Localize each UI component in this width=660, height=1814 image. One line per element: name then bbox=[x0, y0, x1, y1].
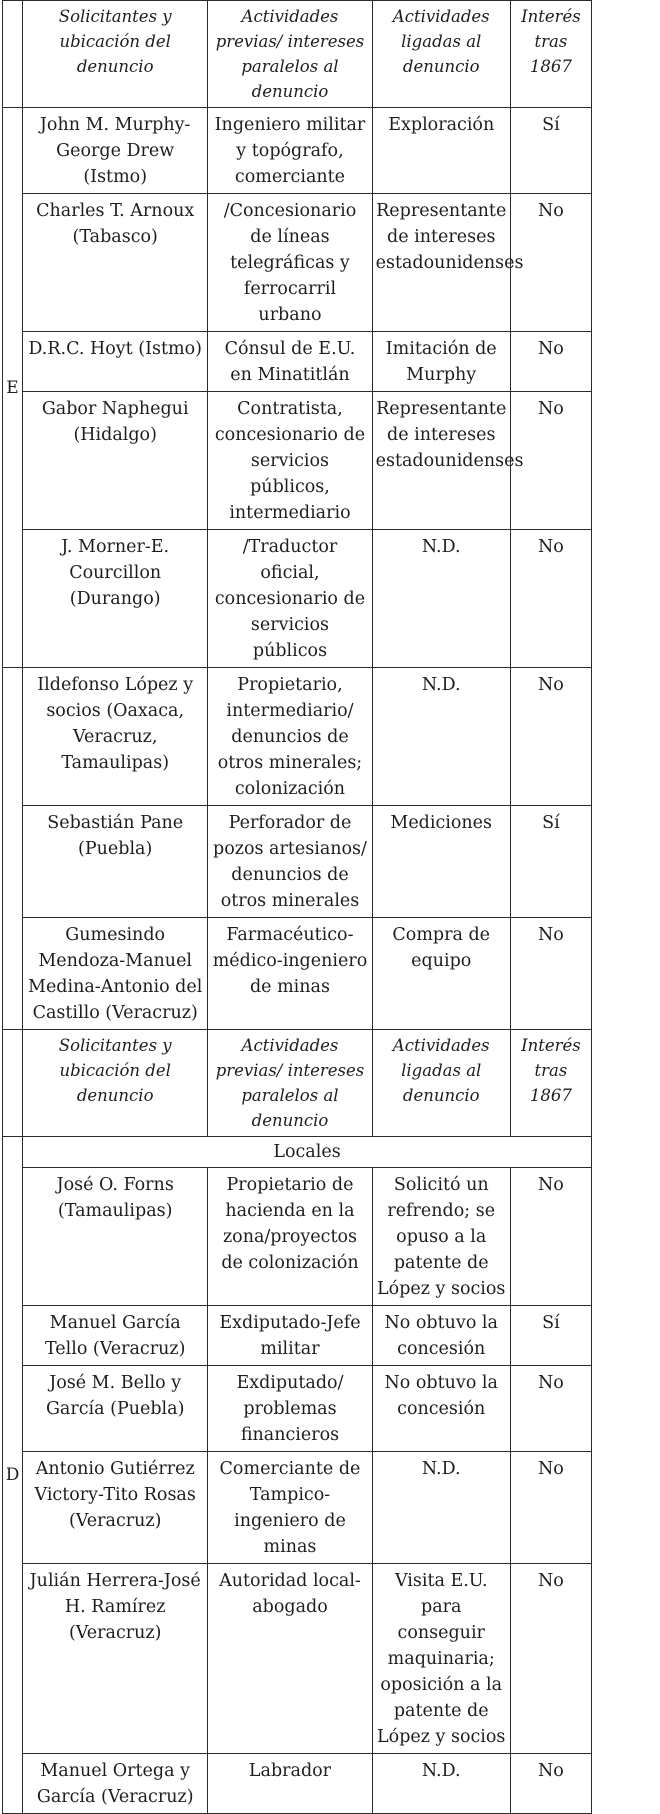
interest-cell: No bbox=[510, 1452, 591, 1564]
applicant-cell: Manuel Ortega y García (Veracruz) bbox=[23, 1754, 208, 1814]
previous-activities-cell: Cónsul de E.U. en Minatitlán bbox=[208, 332, 372, 392]
header-interest: Interés tras 1867 bbox=[510, 1030, 591, 1137]
linked-activities-cell: N.D. bbox=[372, 1754, 510, 1814]
interest-cell: Sí bbox=[510, 1306, 591, 1366]
applicant-cell: Sebastián Pane (Puebla) bbox=[23, 806, 208, 918]
interest-cell: No bbox=[510, 1366, 591, 1452]
linked-activities-cell: Imitación de Murphy bbox=[372, 332, 510, 392]
applicant-cell: Antonio Gutiérrez Victory-Tito Rosas (Veracruz) bbox=[23, 1452, 208, 1564]
interest-cell: No bbox=[510, 1564, 591, 1754]
applicant-cell: José O. Forns (Tamaulipas) bbox=[23, 1168, 208, 1306]
linked-activities-cell: N.D. bbox=[372, 530, 510, 668]
table-row bbox=[3, 1754, 592, 1814]
table-row bbox=[3, 1452, 592, 1564]
header-blank-cell bbox=[3, 1, 23, 108]
interest-cell: Sí bbox=[510, 806, 591, 918]
header-applicants: Solicitantes y ubicación del denuncio bbox=[23, 1, 208, 108]
interest-cell: No bbox=[510, 530, 591, 668]
interest-cell: No bbox=[510, 194, 591, 332]
table-row bbox=[3, 332, 592, 392]
applicant-cell: J. Morner-E. Courcillon (Durango) bbox=[23, 530, 208, 668]
applicant-cell: Manuel García Tello (Veracruz) bbox=[23, 1306, 208, 1366]
interest-cell: No bbox=[510, 332, 591, 392]
previous-activities-cell: Exdiputado/ problemas financieros bbox=[208, 1366, 372, 1452]
table-row bbox=[3, 668, 592, 806]
header-previous-activities: Actividades previas/ intereses paralelos al denuncio bbox=[208, 1, 372, 108]
interest-cell: No bbox=[510, 668, 591, 806]
interest-cell: Sí bbox=[510, 108, 591, 194]
applicant-cell: Gumesindo Mendoza-Manuel Medina-Antonio del Castillo (Veracruz) bbox=[23, 918, 208, 1030]
previous-activities-cell: Labrador bbox=[208, 1754, 372, 1814]
table-header-row-repeat bbox=[3, 1030, 592, 1137]
header-applicants: Solicitantes y ubicación del denuncio bbox=[23, 1030, 208, 1137]
linked-activities-cell: No obtuvo la concesión bbox=[372, 1306, 510, 1366]
table-row bbox=[3, 194, 592, 332]
subheader-locales: Locales bbox=[23, 1137, 592, 1168]
applicant-cell: Gabor Naphegui (Hidalgo) bbox=[23, 392, 208, 530]
interest-cell: No bbox=[510, 1168, 591, 1306]
linked-activities-cell: Visita E.U. para conseguir maquinaria; oposición a la patente de López y socios bbox=[372, 1564, 510, 1754]
table-row bbox=[3, 1306, 592, 1366]
linked-activities-cell: Mediciones bbox=[372, 806, 510, 918]
table-row bbox=[3, 1564, 592, 1754]
previous-activities-cell: Autoridad local-abogado bbox=[208, 1564, 372, 1754]
previous-activities-cell: /Concesionario de líneas telegráficas y ferrocarril urbano bbox=[208, 194, 372, 332]
previous-activities-cell: Propietario, intermediario/ denuncios de otros minerales; colonización bbox=[208, 668, 372, 806]
table-row bbox=[3, 1366, 592, 1452]
subheader-row bbox=[3, 1137, 592, 1168]
previous-activities-cell: Contratista, concesionario de servicios públicos, intermediario bbox=[208, 392, 372, 530]
linked-activities-cell: No obtuvo la concesión bbox=[372, 1366, 510, 1452]
linked-activities-cell: N.D. bbox=[372, 1452, 510, 1564]
previous-activities-cell: Farmacéutico-médico-ingeniero de minas bbox=[208, 918, 372, 1030]
applicant-cell: José M. Bello y García (Puebla) bbox=[23, 1366, 208, 1452]
previous-activities-cell: /Traductor oficial, concesionario de servicios públicos bbox=[208, 530, 372, 668]
interest-cell: No bbox=[510, 392, 591, 530]
group-label-blank bbox=[3, 668, 23, 1030]
table-row bbox=[3, 392, 592, 530]
linked-activities-cell: Representante de intereses estadounidenses bbox=[372, 392, 510, 530]
interest-cell: No bbox=[510, 1754, 591, 1814]
applicant-cell: Charles T. Arnoux (Tabasco) bbox=[23, 194, 208, 332]
applicant-cell: Ildefonso López y socios (Oaxaca, Veracruz, Tamaulipas) bbox=[23, 668, 208, 806]
table-row bbox=[3, 806, 592, 918]
linked-activities-cell: Solicitó un refrendo; se opuso a la patente de López y socios bbox=[372, 1168, 510, 1306]
header-previous-activities: Actividades previas/ intereses paralelos al denuncio bbox=[208, 1030, 372, 1137]
linked-activities-cell: Compra de equipo bbox=[372, 918, 510, 1030]
interest-cell: No bbox=[510, 918, 591, 1030]
linked-activities-cell: Exploración bbox=[372, 108, 510, 194]
previous-activities-cell: Perforador de pozos artesianos/ denuncios de otros minerales bbox=[208, 806, 372, 918]
header-linked-activities: Actividades ligadas al denuncio bbox=[372, 1030, 510, 1137]
table-row bbox=[3, 108, 592, 194]
previous-activities-cell: Comerciante de Tampico-ingeniero de minas bbox=[208, 1452, 372, 1564]
table-header-row bbox=[3, 1, 592, 108]
header-linked-activities: Actividades ligadas al denuncio bbox=[372, 1, 510, 108]
previous-activities-cell: Propietario de hacienda en la zona/proyectos de colonización bbox=[208, 1168, 372, 1306]
header-interest: Interés tras 1867 bbox=[510, 1, 591, 108]
table-row bbox=[3, 918, 592, 1030]
applicant-cell: D.R.C. Hoyt (Istmo) bbox=[23, 332, 208, 392]
table-row bbox=[3, 530, 592, 668]
previous-activities-cell: Ingeniero militar y topógrafo, comerciante bbox=[208, 108, 372, 194]
previous-activities-cell: Exdiputado-Jefe militar bbox=[208, 1306, 372, 1366]
applicant-cell: Julián Herrera-José H. Ramírez (Veracruz) bbox=[23, 1564, 208, 1754]
applicants-table bbox=[2, 0, 592, 1814]
linked-activities-cell: Representante de intereses estadounidenses bbox=[372, 194, 510, 332]
group-label-e: E bbox=[3, 108, 23, 668]
table-container bbox=[2, 0, 592, 1814]
group-label-d: D bbox=[3, 1137, 23, 1814]
applicant-cell: John M. Murphy-George Drew (Istmo) bbox=[23, 108, 208, 194]
table-row bbox=[3, 1168, 592, 1306]
header-blank-cell bbox=[3, 1030, 23, 1137]
linked-activities-cell: N.D. bbox=[372, 668, 510, 806]
